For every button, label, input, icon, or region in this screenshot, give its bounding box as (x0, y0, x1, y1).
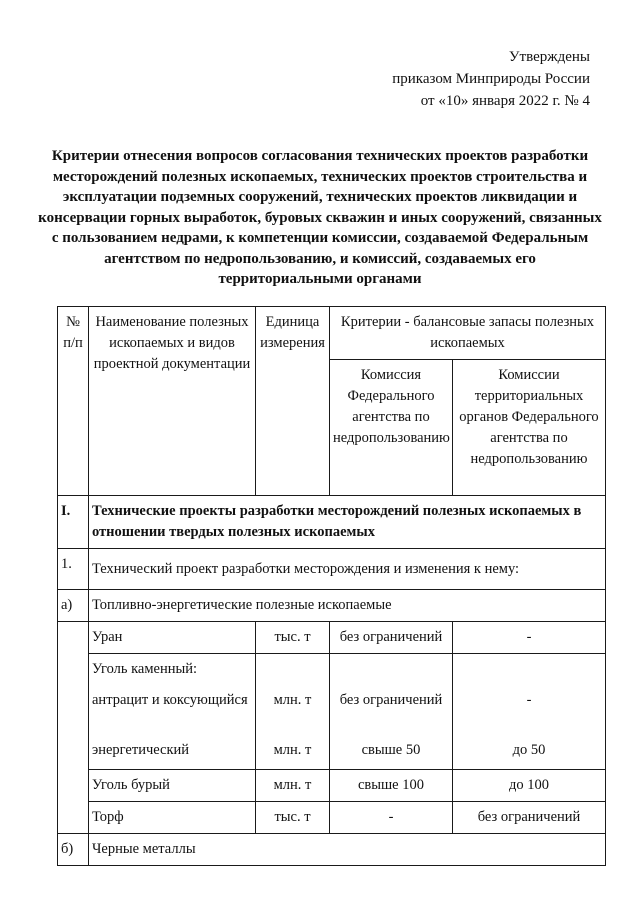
row-territorial: без ограничений (453, 801, 606, 833)
item-text: Черные металлы (89, 833, 606, 865)
item-text: Топливно-энергетические полезные ископаемые (89, 590, 606, 622)
title-line: с пользованием недрами, к компетенции комиссии, создаваемой Федеральным (51, 230, 589, 246)
row-territorial: до 50 (453, 735, 606, 769)
row-unit: тыс. т (256, 622, 330, 654)
header-name: Наименование полезных ископаемых и видов проектной документации (89, 307, 256, 496)
row-unit: млн. т (256, 769, 330, 801)
item-text: Технический проект разработки месторождения и изменения к нему: (89, 549, 606, 590)
row-name: Уголь каменный: (89, 654, 256, 686)
table-row (58, 685, 606, 735)
approval-block (392, 46, 590, 112)
table-row (58, 801, 606, 833)
header-unit: Единица измерения (256, 307, 330, 496)
criteria-table (57, 306, 606, 866)
empty-cell (256, 654, 330, 686)
header-criteria: Критерии - балансовые запасы полезных ископаемых (330, 307, 606, 360)
row-territorial: - (453, 622, 606, 654)
item-num: 1. (58, 549, 89, 590)
section-text: Технические проекты разработки месторождений полезных ископаемых в отношении твердых полезных ископаемых (89, 496, 606, 549)
title-line: консервации горных выработок, буровых скважин и иных сооружений, связанных (38, 209, 602, 226)
table-row (58, 654, 606, 686)
title-line: агентством по недропользованию, и комиссий, создаваемых его (104, 250, 536, 267)
row-name: энергетический (89, 735, 256, 769)
title-line: территориальными органами (218, 271, 422, 287)
table-row (58, 622, 606, 654)
header-territorial: Комиссии территориальных органов Федерального агентства по недропользованию (453, 360, 606, 496)
row-territorial: до 100 (453, 769, 606, 801)
table-row-item-b (58, 833, 606, 865)
table-row-item-1 (58, 549, 606, 590)
title-line: месторождений полезных ископаемых, технических проектов строительства и (52, 168, 588, 185)
row-federal: свыше 100 (330, 769, 453, 801)
approval-line-2: приказом Минприроды России (392, 71, 590, 87)
item-num: б) (58, 833, 89, 865)
table-row (58, 735, 606, 769)
section-num: I. (58, 496, 89, 549)
table-row-item-a (58, 590, 606, 622)
row-federal: свыше 50 (330, 735, 453, 769)
row-federal: без ограничений (330, 622, 453, 654)
header-federal: Комиссия Федерального агентства по недропользованию (330, 360, 453, 496)
table-row-section-I (58, 496, 606, 549)
table-header-row (58, 307, 606, 360)
row-federal: без ограничений (330, 685, 453, 735)
empty-cell (453, 654, 606, 686)
header-num: № п/п (58, 307, 89, 496)
approval-line-1: Утверждены (508, 49, 590, 65)
row-name: Уран (89, 622, 256, 654)
title-line: Критерии отнесения вопросов согласования технических проектов разработки (51, 148, 589, 164)
row-name: Торф (89, 801, 256, 833)
document-title (28, 146, 612, 290)
table-row (58, 769, 606, 801)
row-name: Уголь бурый (89, 769, 256, 801)
empty-num-cell (58, 622, 89, 834)
row-name: антрацит и коксующийся (89, 685, 256, 735)
row-unit: млн. т (256, 735, 330, 769)
item-num: а) (58, 590, 89, 622)
empty-cell (330, 654, 453, 686)
row-federal: - (330, 801, 453, 833)
approval-line-3: от «10» января 2022 г. № 4 (420, 93, 590, 109)
row-unit: тыс. т (256, 801, 330, 833)
row-unit: млн. т (256, 685, 330, 735)
row-territorial: - (453, 685, 606, 735)
title-line: эксплуатации подземных сооружений, технических проектов ликвидации и (62, 189, 578, 205)
